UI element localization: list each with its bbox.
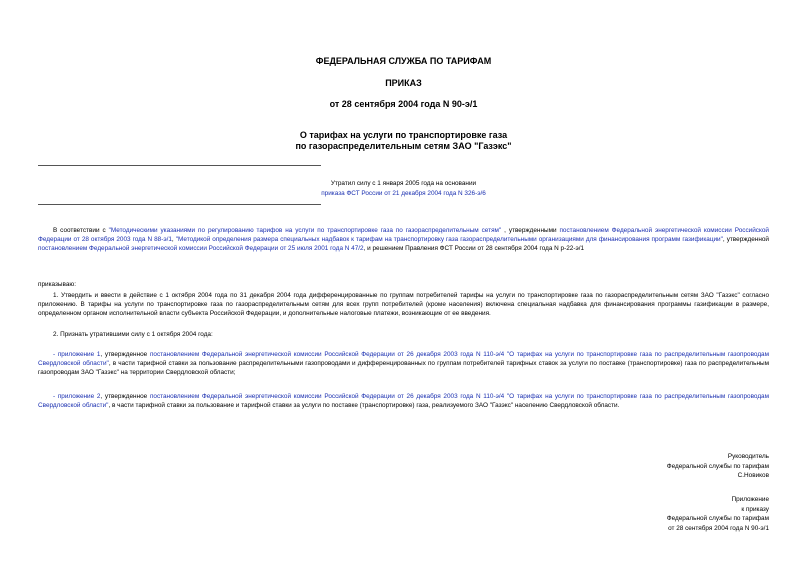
document-title-line-1: О тарифах на услуги по транспортировке газа (299, 130, 508, 140)
document-title-line-2: по газораспределительным сетям ЗАО "Газэкс" (295, 141, 512, 151)
item-1-paragraph: 1. Утвердить и ввести в действие с 1 октября 2004 года по 31 декабря 2004 года дифференцированные по группам потребителей тарифы на услуги по транспортировке газа по газораспределительным сетям ЗАО "Газэкс" согласно приложению. В тарифы на услуги по транспортировке газа по газораспределительным сетям для всех групп потребителей (кроме населения) включена специальная надбавка для финансирования программы газификации в размере, определенном органом исполнительной власти субъекта Российской Федерации, и дополнительные налоговые платежи, возникающие от ее введения. (38, 292, 769, 318)
divider-bottom (38, 204, 321, 205)
repealed-item-2 (38, 392, 769, 410)
preamble-paragraph (38, 226, 769, 253)
preamble-text: , (171, 236, 176, 244)
signatory-name: С.Новиков (737, 472, 769, 480)
repealed-item-1 (38, 350, 769, 377)
orders-word: приказываю: (38, 281, 76, 288)
signatory-org: Федеральной службы по тарифам (666, 462, 769, 470)
bullet-text: , утвержденное (100, 351, 150, 358)
preamble-text: , утвержденными (501, 227, 560, 234)
bullet-text: , в части тарифной ставки за пользование распределительными газопроводами и дифференцированных по группам потребителей тарифных ставок за услуги по поставке (транспортировке) газа по распределительным газопроводам ЗАО "Газэкс" на территории Свердловской области; (38, 360, 769, 377)
preamble-text: , утвержденной (722, 236, 769, 244)
appendix-line-2: Федеральной службы по тарифам (666, 515, 769, 523)
methodology-link[interactable]: "Методикой определения размера специальных надбавок к тарифам на транспортировку газа газораспределительными организациями для финансирования программ газификации" (175, 236, 723, 244)
status-note-link[interactable]: приказа ФСТ России от 21 декабря 2004 года N 326-э/6 (321, 190, 486, 197)
status-note: Утратил силу с 1 января 2005 года на основании (330, 180, 477, 187)
agency-name: ФЕДЕРАЛЬНАЯ СЛУЖБА ПО ТАРИФАМ (315, 56, 492, 66)
bullet-text: , в части тарифной ставки за пользование и тарифной ставки за услуги по поставке (транспортировке) газа, реализуемого ЗАО "Газэкс" населению Свердловской области. (108, 402, 620, 410)
appendix-line-3: от 28 сентября 2004 года N 90-э/1 (668, 524, 769, 532)
bullet-text: , утвержденное (100, 393, 150, 400)
document-date-number: от 28 сентября 2004 года N 90-э/1 (329, 99, 478, 109)
fek-resolution-110-link-2[interactable]: постановлением Федеральной энергетической комиссии Российской Федерации от 26 декабря 2003 года N 110-э/4 "О тарифах на услуги по транспортировке газа по распределительным газопроводам Свердловской области" (38, 393, 769, 410)
appendix-title: Приложение (731, 496, 769, 503)
signature-block (469, 452, 769, 481)
signatory-role: Руководитель (727, 453, 769, 460)
methodical-guidelines-link[interactable]: "Методическими указаниями по регулированию тарифов на услуги по транспортировке газа по газораспределительным сетям" (108, 227, 502, 234)
fek-resolution-88-link[interactable]: постановлением Федеральной энергетической комиссии Российской Федерации от 28 октября 2003 года N 88-э/1 (38, 227, 769, 244)
item-2-paragraph: 2. Признать утратившими силу с 1 октября 2004 года: (53, 331, 213, 338)
appendix-header (469, 495, 769, 533)
appendix-line-1: к приказу (741, 505, 769, 513)
preamble-text: , и решением Правления ФСТ России от 28 сентября 2004 года N р-22-э/1 (363, 245, 585, 253)
preamble-text: В соответствии с (53, 227, 109, 234)
appendix-2-link[interactable]: - приложение 2 (53, 393, 101, 400)
appendix-1-link[interactable]: - приложение 1 (53, 351, 101, 358)
divider-top (38, 165, 321, 166)
fek-resolution-47-link[interactable]: постановлением Федеральной энергетической комиссии Российской Федерации от 25 июля 2001 года N 47/2 (38, 245, 364, 253)
document-type: ПРИКАЗ (385, 78, 422, 88)
fek-resolution-110-link[interactable]: постановлением Федеральной энергетической комиссии Российской Федерации от 26 декабря 2003 года N 110-э/4 "О тарифах на услуги по транспортировке газа по распределительным газопроводам Свердловской области" (38, 351, 769, 368)
